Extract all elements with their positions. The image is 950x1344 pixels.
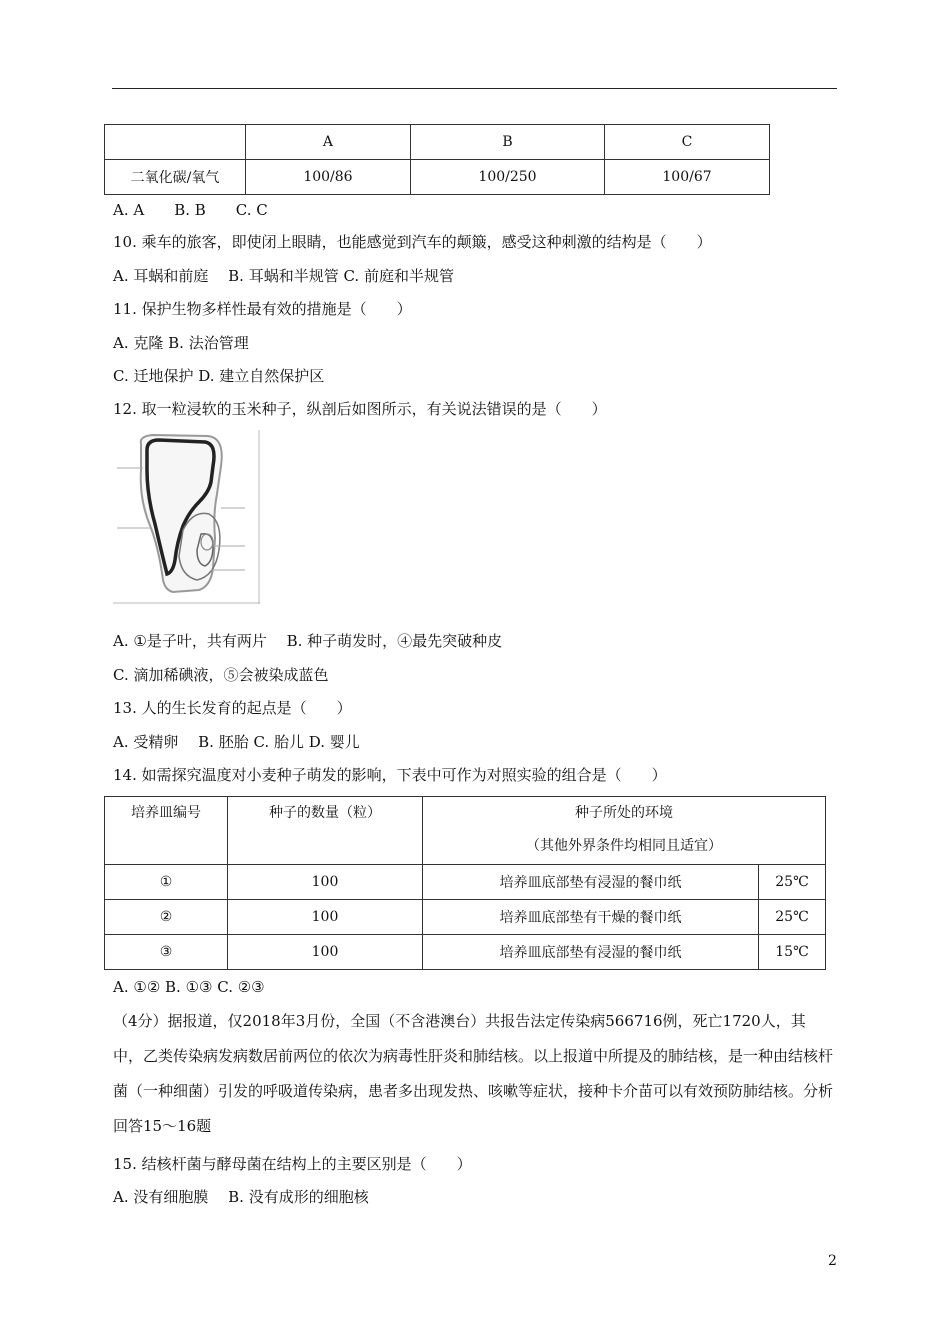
table-row: [105, 935, 826, 970]
table-cell: 100: [228, 865, 423, 900]
header-text: 种子所处的环境: [575, 805, 673, 821]
table-cell: 25℃: [759, 865, 826, 900]
table-cell: 培养皿底部垫有浸湿的餐巾纸: [423, 935, 759, 970]
table-cell: 100/250: [410, 160, 604, 195]
seed-experiment-table: [104, 796, 826, 970]
table-cell: 100/67: [605, 160, 770, 195]
q10-options: A. 耳蜗和前庭 B. 耳蜗和半规管 C. 前庭和半规管: [113, 267, 454, 285]
q11-stem: 11. 保护生物多样性最有效的措施是（ ）: [113, 300, 412, 318]
page-number: 2: [828, 1253, 837, 1269]
q15-stem: 15. 结核杆菌与酵母菌在结构上的主要区别是（ ）: [113, 1155, 472, 1173]
q14-options: A. ①② B. ①③ C. ②③: [113, 978, 265, 996]
table-cell: ③: [105, 935, 228, 970]
table-cell: ②: [105, 900, 228, 935]
q11-options-1: A. 克隆 B. 法治管理: [113, 334, 249, 352]
q9-options: A. A B. B C. C: [113, 201, 268, 219]
table-row: [105, 160, 770, 195]
table-cell: [105, 125, 246, 160]
table-cell: 培养皿底部垫有干燥的餐巾纸: [423, 900, 759, 935]
reading-passage: （4分）据报道，仅2018年3月份，全国（不含港澳台）共报告法定传染病566716例，死亡1720人，其中，乙类传染病发病数居前两位的依次为病毒性肝炎和肺结核。以上报道中所提及的肺结核，是一种由结核杆菌（一种细菌）引发的呼吸道传染病，患者多出现发热、咳嗽等症状，接种卡介苗可以有效预防肺结核。分析回答15～16题: [113, 1012, 834, 1135]
q10-stem: 10. 乘车的旅客，即使闭上眼睛，也能感觉到汽车的颠簸，感受这种刺激的结构是（ ）: [113, 233, 712, 251]
q12-options-1: A. ①是子叶，共有两片 B. 种子萌发时，④最先突破种皮: [113, 632, 503, 650]
table-cell: 25℃: [759, 900, 826, 935]
table-row: [105, 900, 826, 935]
q13-stem: 13. 人的生长发育的起点是（ ）: [113, 699, 352, 717]
q11-options-2: C. 迁地保护 D. 建立自然保护区: [113, 367, 325, 385]
table-cell: B: [410, 125, 604, 160]
table-cell: 二氧化碳/氧气: [105, 160, 246, 195]
q14-stem: 14. 如需探究温度对小麦种子萌发的影响，下表中可作为对照实验的组合是（ ）: [113, 766, 667, 784]
table-cell: 100: [228, 935, 423, 970]
table-row: [105, 797, 826, 865]
table-cell: 15℃: [759, 935, 826, 970]
table-cell: ①: [105, 865, 228, 900]
table-cell: [105, 797, 228, 865]
header-text: 种子的数量（粒）: [269, 805, 381, 821]
q15-options: A. 没有细胞膜 B. 没有成形的细胞核: [113, 1188, 369, 1206]
q12-options-2: C. 滴加稀碘液，⑤会被染成蓝色: [113, 666, 329, 684]
header-text: 培养皿编号: [131, 805, 201, 821]
header-rule: [112, 88, 837, 89]
table-cell: [228, 797, 423, 865]
table-row: [105, 125, 770, 160]
table-cell: 100: [228, 900, 423, 935]
table-cell: 100/86: [246, 160, 411, 195]
gas-ratio-table: [104, 124, 770, 195]
header-subtext: （其他外界条件均相同且适宜）: [526, 838, 722, 854]
table-cell: C: [605, 125, 770, 160]
corn-seed-figure: [113, 430, 260, 604]
table-row: [105, 865, 826, 900]
q13-options: A. 受精卵 B. 胚胎 C. 胎儿 D. 婴儿: [113, 733, 360, 751]
q12-stem: 12. 取一粒浸软的玉米种子，纵剖后如图所示，有关说法错误的是（ ）: [113, 400, 607, 418]
table-cell: 培养皿底部垫有浸湿的餐巾纸: [423, 865, 759, 900]
table-cell: A: [246, 125, 411, 160]
table-cell: [423, 797, 826, 865]
